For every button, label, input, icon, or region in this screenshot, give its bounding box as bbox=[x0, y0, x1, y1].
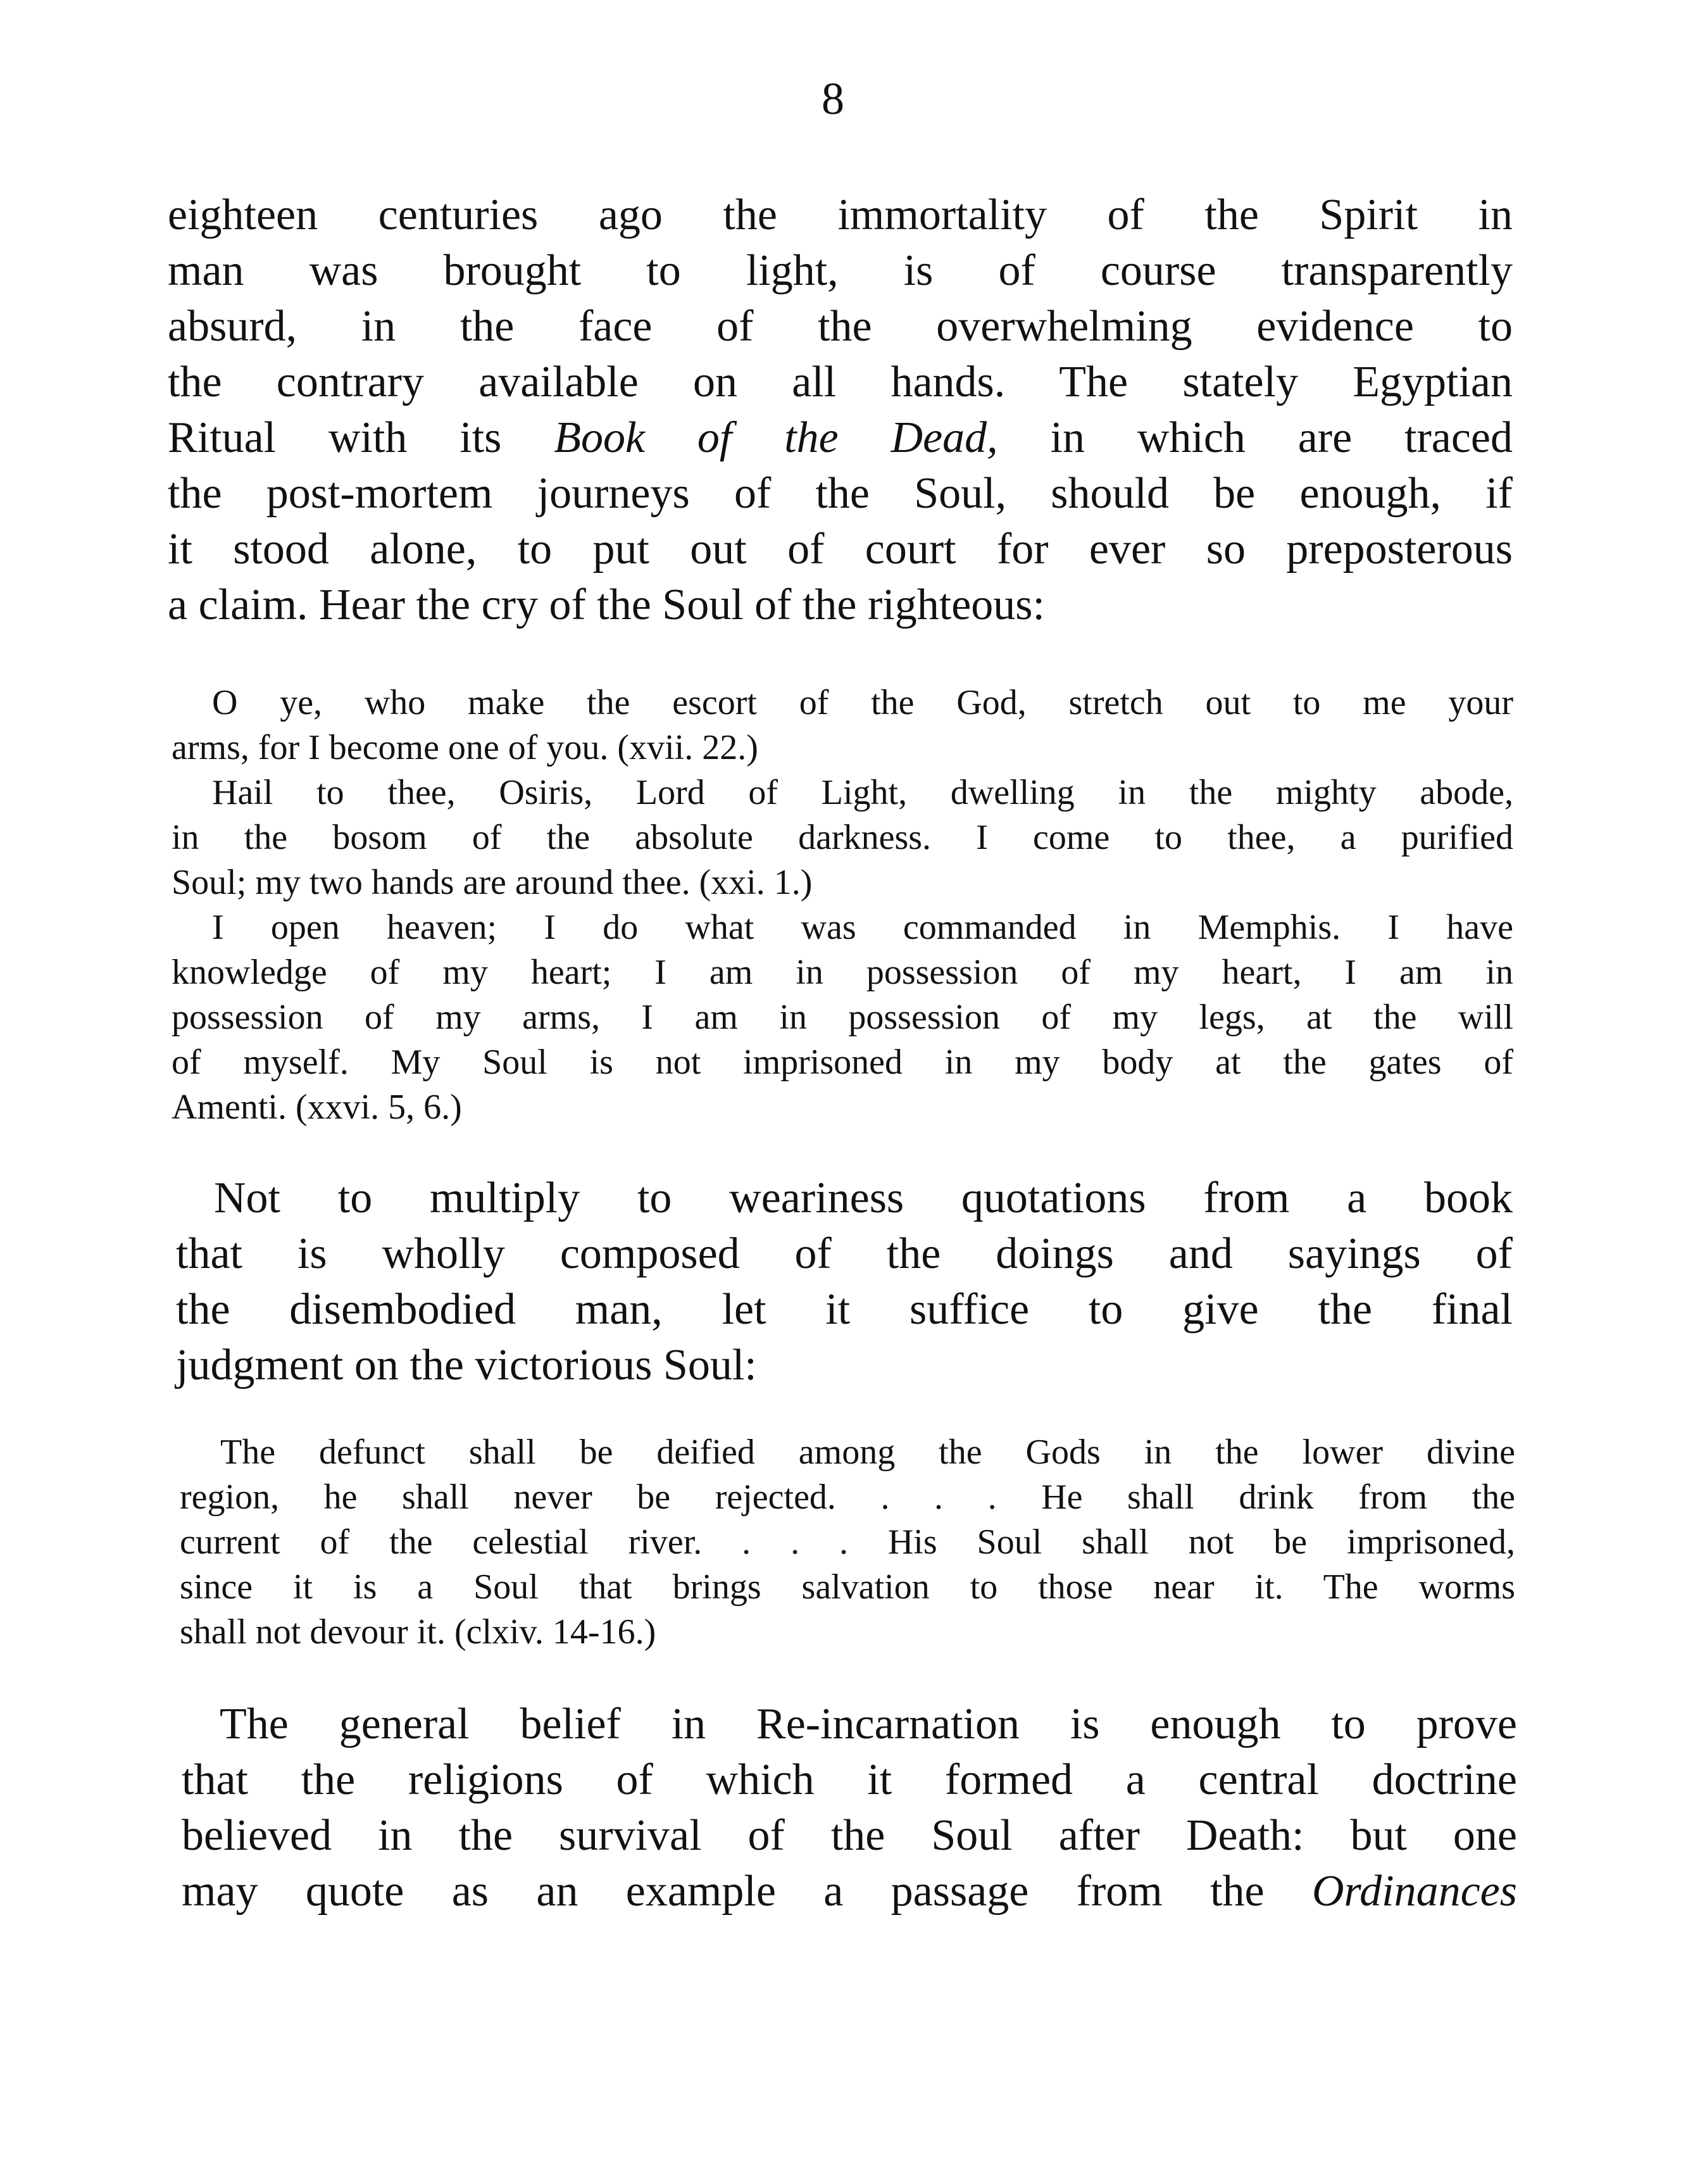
text-line: judgment on the victorious Soul: bbox=[176, 1341, 757, 1390]
text-line: that is wholly composed of the doings and sayings of bbox=[176, 1229, 1513, 1278]
quote-line: Soul; my two hands are around thee. (xxi. 1.) bbox=[172, 863, 813, 902]
quote-line: possession of my arms, I am in possession of my legs, at the will bbox=[172, 998, 1513, 1037]
quote-line: Amenti. (xxvi. 5, 6.) bbox=[172, 1088, 462, 1127]
quote-line: Hail to thee, Osiris, Lord of Light, dwelling in the mighty abode, bbox=[212, 773, 1513, 812]
quote-block-2 bbox=[180, 1430, 1515, 1655]
text-segment: may quote as an example a passage from the bbox=[182, 1867, 1312, 1916]
quote-line: The defunct shall be deified among the Gods in the lower divine bbox=[220, 1433, 1515, 1472]
quote-line: since it is a Soul that brings salvation to those near it. The worms bbox=[180, 1567, 1515, 1607]
book-title: Book of the Dead, bbox=[554, 413, 998, 462]
quote-line: shall not devour it. (clxiv. 14-16.) bbox=[180, 1612, 656, 1652]
quote-block-1 bbox=[172, 681, 1513, 1130]
text-line: the disembodied man, let it suffice to give the final bbox=[176, 1285, 1513, 1334]
paragraph-1 bbox=[168, 187, 1513, 633]
text-line: absurd, in the face of the overwhelming evidence to bbox=[168, 302, 1513, 351]
text-line: man was brought to light, is of course transparently bbox=[168, 246, 1513, 295]
quote-line: current of the celestial river. . . . His Soul shall not be imprisoned, bbox=[180, 1522, 1515, 1562]
text-line: believed in the survival of the Soul after Death: but one bbox=[182, 1811, 1517, 1860]
text-segment: Ritual with its bbox=[168, 413, 554, 462]
paragraph-2 bbox=[176, 1170, 1513, 1393]
text-line: a claim. Hear the cry of the Soul of the righteous: bbox=[168, 581, 1045, 629]
text-segment: in which are traced bbox=[997, 413, 1513, 462]
text-line: eighteen centuries ago the immortality of the Spirit in bbox=[168, 191, 1513, 239]
quote-line: arms, for I become one of you. (xvii. 22.) bbox=[172, 728, 758, 767]
page-number: 8 bbox=[822, 73, 844, 124]
quote-line: of myself. My Soul is not imprisoned in my body at the gates of bbox=[172, 1043, 1513, 1082]
text-line: the contrary available on all hands. The stately Egyptian bbox=[168, 358, 1513, 406]
text-line: the post-mortem journeys of the Soul, should be enough, if bbox=[168, 469, 1513, 518]
text-line bbox=[168, 410, 1513, 466]
quote-line: O ye, who make the escort of the God, stretch out to me your bbox=[212, 683, 1513, 722]
text-line bbox=[182, 1864, 1517, 1919]
paragraph-3 bbox=[182, 1697, 1517, 1919]
text-line: The general belief in Re-incarnation is enough to prove bbox=[220, 1700, 1517, 1748]
text-line: that the religions of which it formed a central doctrine bbox=[182, 1755, 1517, 1804]
text-line: it stood alone, to put out of court for ever so preposterous bbox=[168, 525, 1513, 574]
quote-line: in the bosom of the absolute darkness. I come to thee, a purified bbox=[172, 818, 1513, 857]
quote-line: I open heaven; I do what was commanded in Memphis. I have bbox=[212, 908, 1513, 947]
quote-line: region, he shall never be rejected. . . . He shall drink from the bbox=[180, 1478, 1515, 1517]
quote-line: knowledge of my heart; I am in possession of my heart, I am in bbox=[172, 953, 1513, 992]
book-title: Ordinances bbox=[1311, 1867, 1517, 1916]
text-line: Not to multiply to weariness quotations from a book bbox=[214, 1174, 1513, 1222]
